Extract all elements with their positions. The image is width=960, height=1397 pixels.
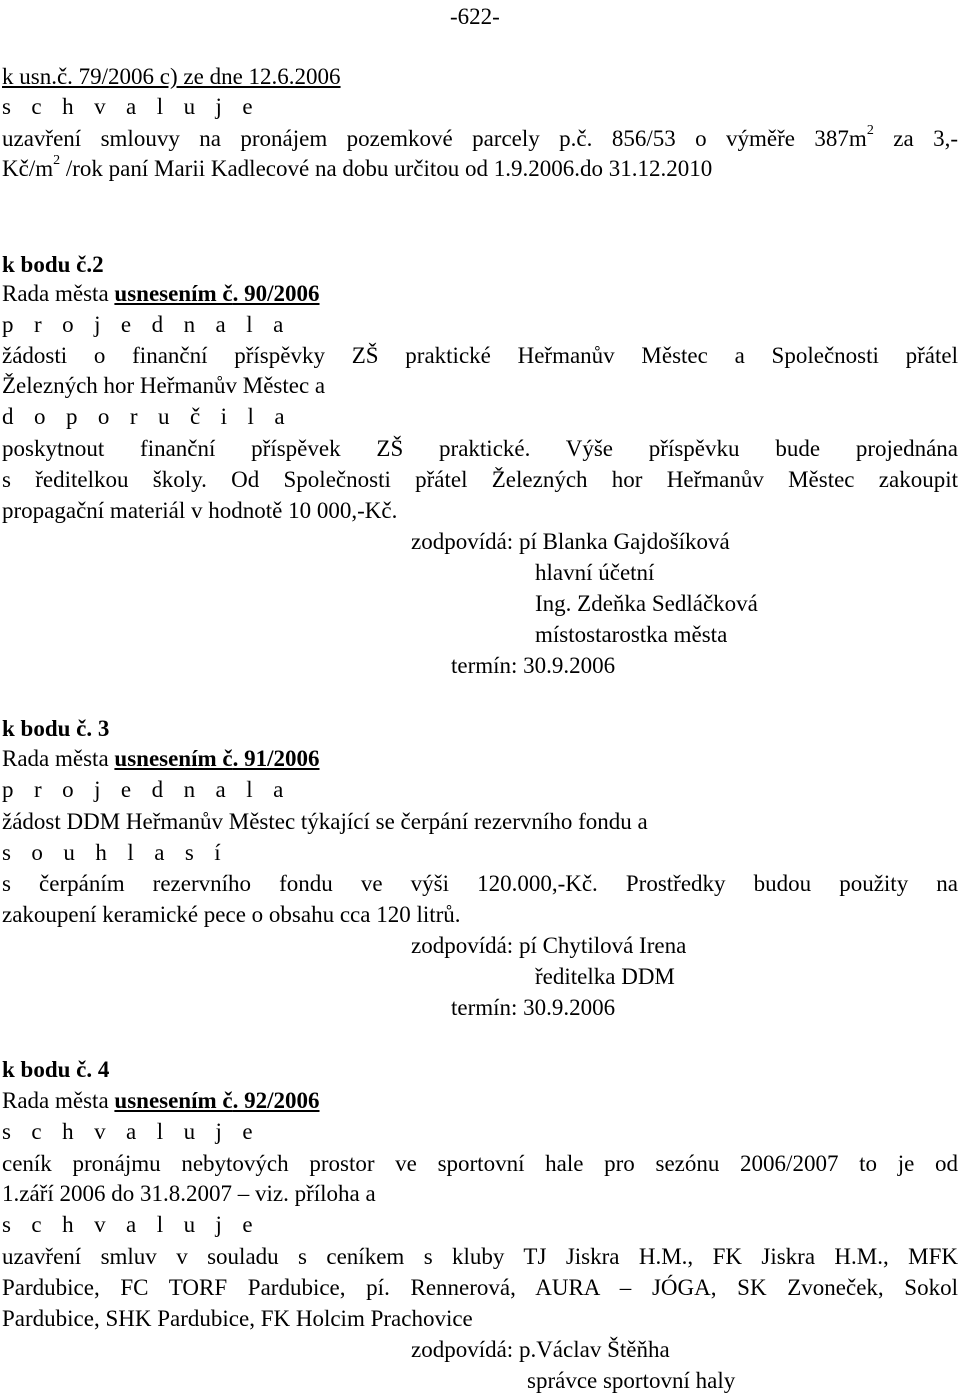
section1-header: k usn.č. 79/2006 c) ze dne 12.6.2006 xyxy=(2,64,341,89)
section4-role: správce sportovní haly xyxy=(527,1368,736,1393)
section4-verb1: s c h v a l u j e xyxy=(2,1119,260,1144)
section1-verb: s c h v a l u j e xyxy=(2,94,260,119)
section1-text-line1: uzavření smlouvy na pronájem pozemkové parcely p.č. 856/53 o výměře $387m^2$ za 3,- xyxy=(2,123,958,151)
section4-responsible: zodpovídá: p.Václav Štěňha xyxy=(411,1337,670,1362)
section2-text3: poskytnout finanční příspěvek ZŠ praktické. Výše příspěvku bude projednána xyxy=(2,436,958,461)
section2-responsible: zodpovídá: pí Blanka Gajdošíková xyxy=(411,529,730,554)
section3-rada: Rada města usnesením č. 91/2006 xyxy=(2,746,320,771)
section2-verb1: p r o j e d n a l a xyxy=(2,312,291,337)
section2-text4: s ředitelkou školy. Od Společnosti přátel Železných hor Heřmanův Městec zakoupit xyxy=(2,467,958,492)
section3-verb2: s o u h l a s í xyxy=(2,840,229,865)
section4-text4: Pardubice, FC TORF Pardubice, pí. Rennerová, AURA – JÓGA, SK Zvoneček, Sokol xyxy=(2,1275,958,1300)
section3-text3: zakoupení keramické pece o obsahu cca 120 litrů. xyxy=(2,902,461,927)
section3-responsible: zodpovídá: pí Chytilová Irena xyxy=(411,933,687,958)
section2-text5: propagační materiál v hodnotě 10 000,-Kč. xyxy=(2,498,398,523)
section3-text2: s čerpáním rezervního fondu ve výši 120.000,-Kč. Prostředky budou použity na xyxy=(2,871,958,896)
section2-text2: Železných hor Heřmanův Městec a xyxy=(2,373,326,398)
section2-role2: místostarostka města xyxy=(535,622,728,647)
section4-text5: Pardubice, SHK Pardubice, FK Holcim Prachovice xyxy=(2,1306,473,1331)
section4-heading: k bodu č. 4 xyxy=(2,1057,110,1082)
section1-text-line2: $Kč/m^2$ /rok paní Marii Kadlecové na dobu určitou od 1.9.2006.do 31.12.2010 xyxy=(2,153,713,181)
section4-rada: Rada města usnesením č. 92/2006 xyxy=(2,1088,320,1113)
section2-verb2: d o p o r u č i l a xyxy=(2,404,292,429)
section4-text1: ceník pronájmu nebytových prostor ve sportovní hale pro sezónu 2006/2007 to je od xyxy=(2,1151,958,1176)
section4-text2: 1.září 2006 do 31.8.2007 – viz. příloha a xyxy=(2,1181,376,1206)
section2-role1: hlavní účetní xyxy=(535,560,655,585)
section2-text1: žádosti o finanční příspěvky ZŠ praktické Heřmanův Městec a Společnosti přátel xyxy=(2,343,958,368)
section2-responsible2: Ing. Zdeňka Sedláčková xyxy=(535,591,758,616)
section3-text1: žádost DDM Heřmanův Městec týkající se čerpání rezervního fondu a xyxy=(2,809,648,834)
section2-heading: k bodu č.2 xyxy=(2,252,104,277)
section3-verb1: p r o j e d n a l a xyxy=(2,777,291,802)
section3-role: ředitelka DDM xyxy=(535,964,675,989)
section4-verb2: s c h v a l u j e xyxy=(2,1212,260,1237)
page-number: -622- xyxy=(450,4,500,29)
section3-heading: k bodu č. 3 xyxy=(2,716,110,741)
section4-text3: uzavření smluv v souladu s ceníkem s kluby TJ Jiskra H.M., FK Jiskra H.M., MFK xyxy=(2,1244,958,1269)
section3-deadline: termín: 30.9.2006 xyxy=(451,995,616,1020)
section2-deadline: termín: 30.9.2006 xyxy=(451,653,616,678)
section2-rada: Rada města usnesením č. 90/2006 xyxy=(2,281,320,306)
